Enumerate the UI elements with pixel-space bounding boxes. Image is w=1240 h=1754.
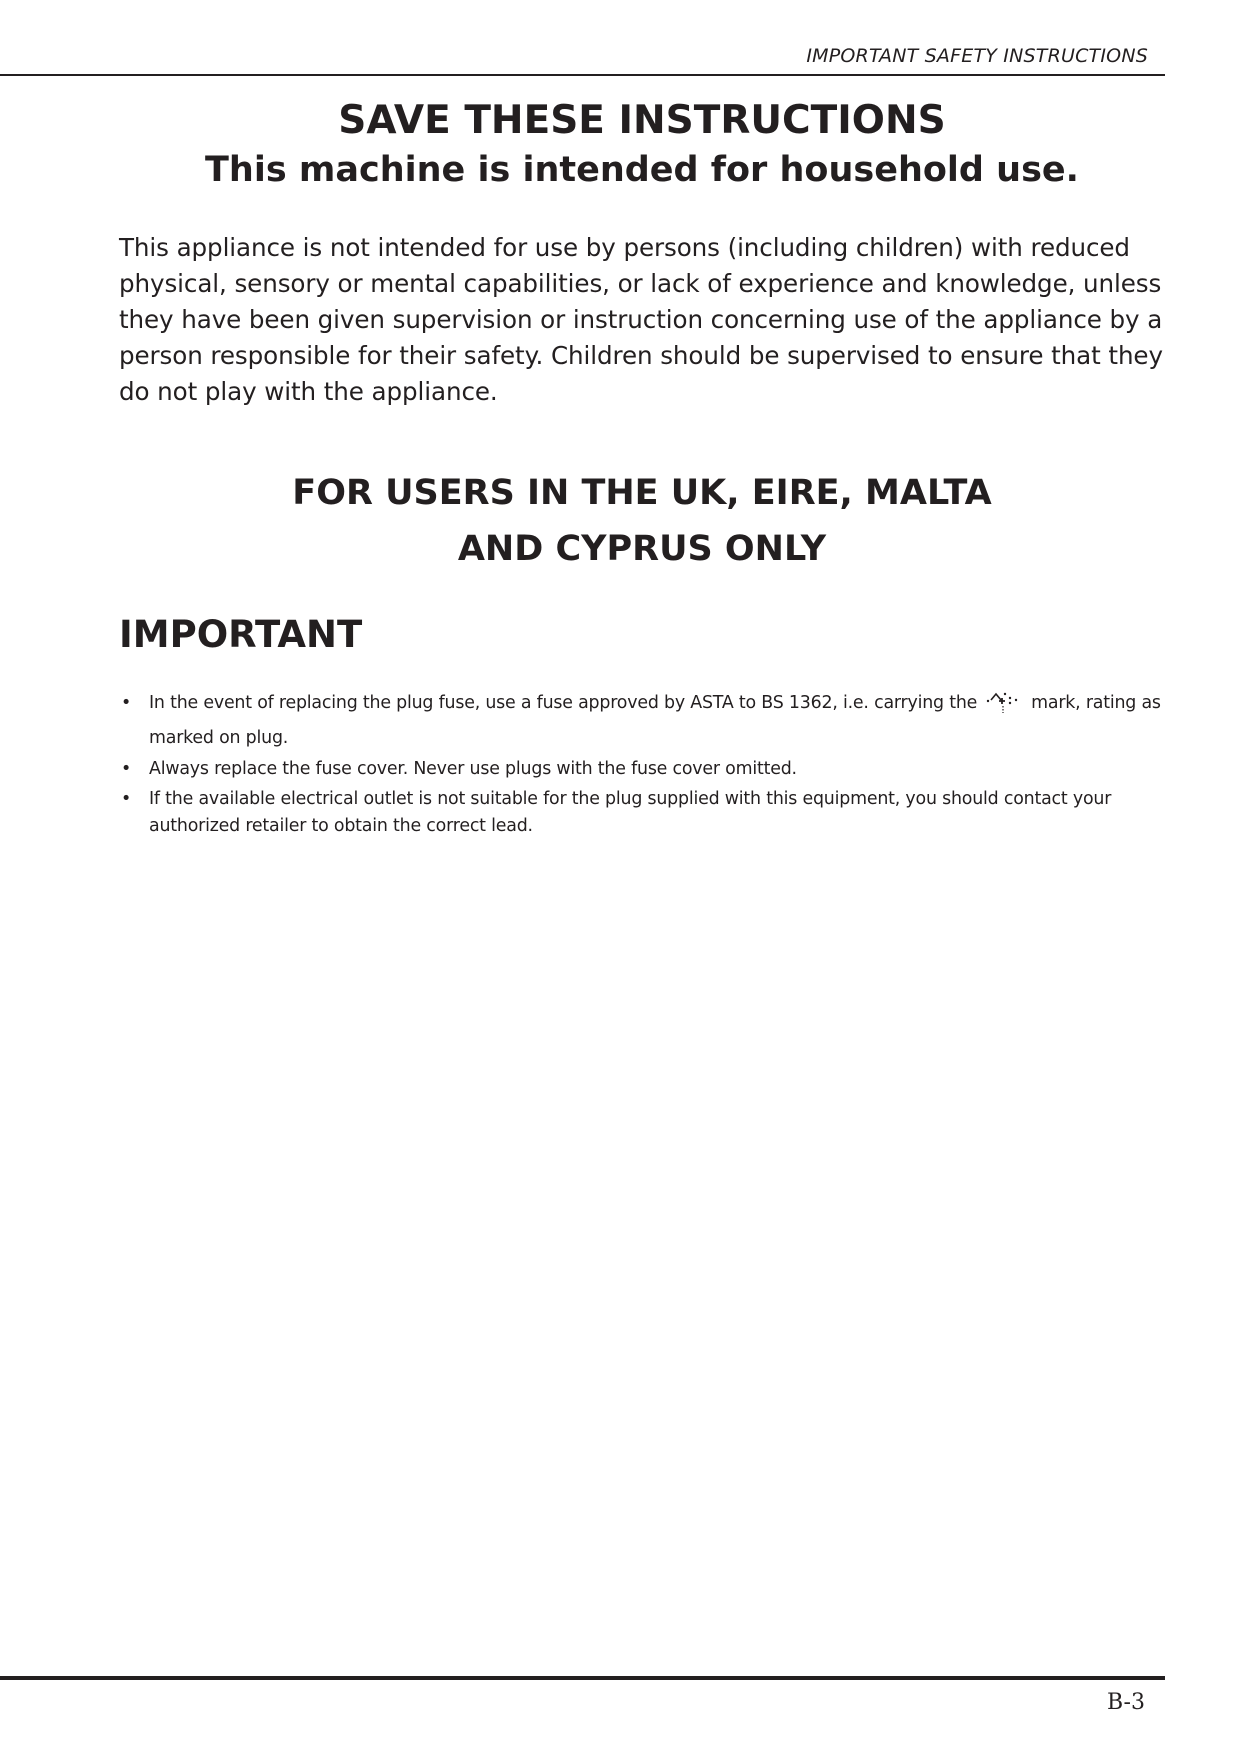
- bullet-text-before-mark: In the event of replacing the plug fuse, use a fuse approved by ASTA to BS 1362, i.e. carrying the: [149, 693, 978, 713]
- bullet-text: If the available electrical outlet is not suitable for the plug supplied with this equipment, you should contact your authorized retailer to obtain the correct lead.: [149, 789, 1112, 836]
- intro-paragraph: This appliance is not intended for use by persons (including children) with reduced physical, sensory or mental capabilities, or lack of experience and knowledge, unless they have been given supervision or instruction concerning use of the appliance by a person responsible for their safety. Children should be supervised to ensure that they do not play with the appliance.: [119, 233, 1163, 406]
- list-item: [119, 786, 1164, 840]
- asta-mark-icon: [985, 688, 1021, 714]
- page-number: B-3: [1106, 1690, 1145, 1715]
- uk-heading-line-1: FOR USERS IN THE UK, EIRE, MALTA: [292, 473, 992, 513]
- bullet-dot: •: [121, 693, 132, 713]
- list-item: [119, 686, 1164, 756]
- page-title: SAVE THESE INSTRUCTIONS: [338, 98, 946, 143]
- running-header: IMPORTANT SAFETY INSTRUCTIONS: [806, 45, 1148, 67]
- safety-bullet-list: [119, 686, 1164, 843]
- footer-rule: [0, 1676, 1165, 1680]
- uk-section-heading: [0, 465, 1240, 577]
- uk-heading-line-2: AND CYPRUS ONLY: [457, 529, 827, 569]
- bullet-text: Always replace the fuse cover. Never use plugs with the fuse cover omitted.: [149, 759, 797, 779]
- page-subtitle: This machine is intended for household use.: [205, 150, 1079, 190]
- list-item: [119, 756, 1164, 783]
- header-rule: [0, 74, 1165, 76]
- bullet-text-after-mark: mark, rating as marked on plug.: [149, 693, 1161, 748]
- bullet-dot: •: [121, 789, 132, 809]
- bullet-dot: •: [121, 759, 132, 779]
- important-heading: IMPORTANT: [119, 613, 363, 656]
